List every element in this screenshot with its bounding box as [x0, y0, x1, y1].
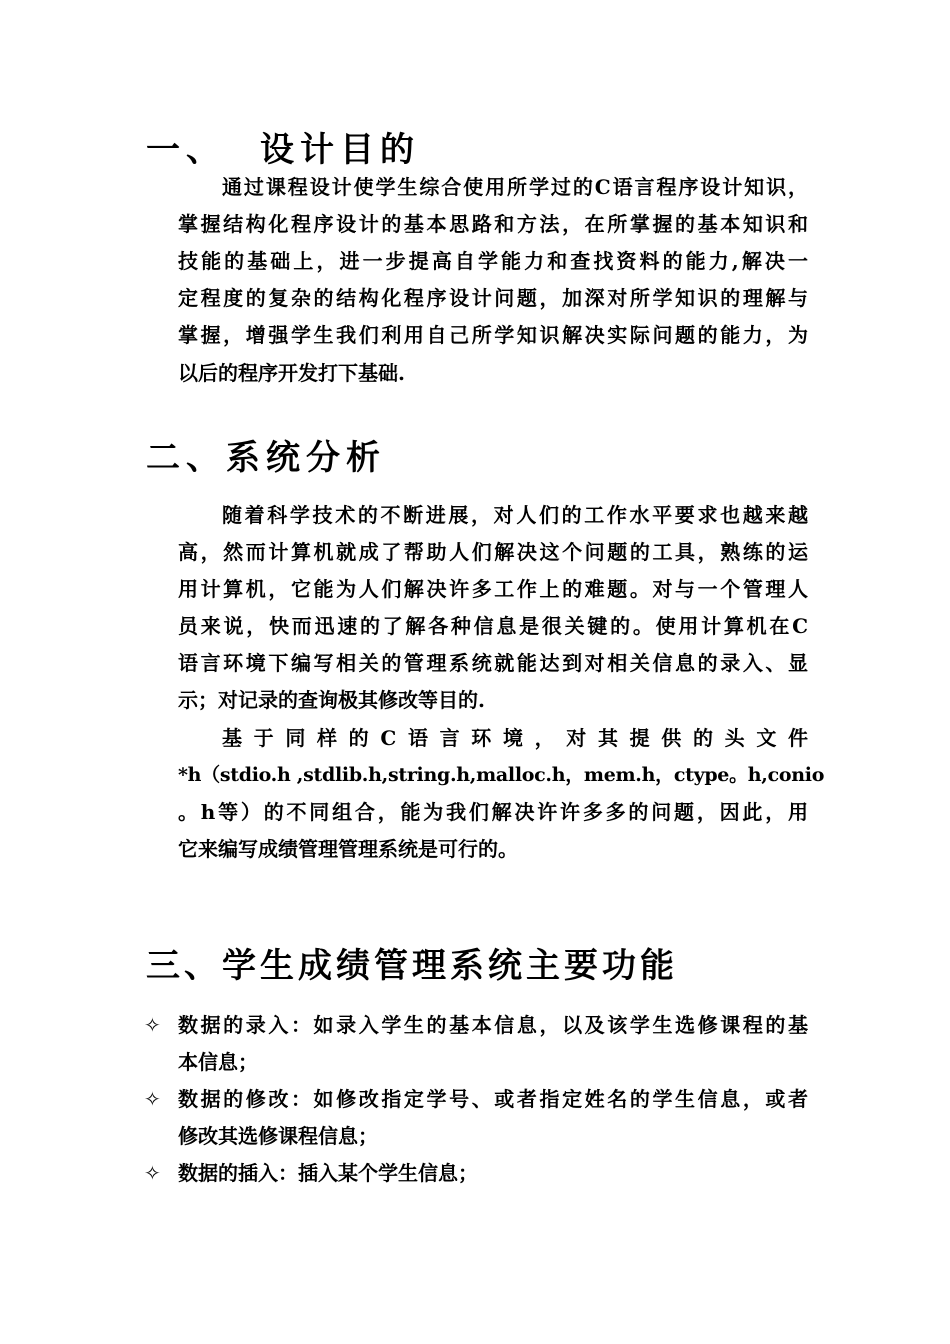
paragraph-line: 语言环境下编写相关的管理系统就能达到对相关信息的录入、显	[178, 651, 808, 675]
paragraph-line: 基于同样的C语言环境，对其提供的头文件	[222, 726, 808, 750]
section-heading-2	[146, 438, 386, 478]
list-item-line: 数据的插入：插入某个学生信息；	[178, 1161, 478, 1185]
heading-number: 二、	[146, 438, 226, 478]
section-heading-3: 三、学生成绩管理系统主要功能	[146, 946, 678, 986]
list-item-line: 本信息；	[178, 1050, 258, 1074]
paragraph-line: 。h等）的不同组合，能为我们解决许许多多的问题，因此，用	[178, 800, 808, 824]
paragraph-line: 员来说，快而迅速的了解各种信息是很关键的。使用计算机在C	[178, 614, 808, 638]
paragraph-line: 通过课程设计使学生综合使用所学过的C语言程序设计知识，	[222, 175, 808, 199]
bullet-icon: ✧	[144, 1013, 161, 1037]
bullet-icon: ✧	[144, 1087, 161, 1111]
section-heading-1	[146, 130, 420, 170]
bullet-icon: ✧	[144, 1161, 161, 1185]
list-item-line: 数据的录入：如录入学生的基本信息，以及该学生选修课程的基	[178, 1013, 808, 1037]
list-item-line: 数据的修改：如修改指定学号、或者指定姓名的学生信息，或者	[178, 1087, 808, 1111]
paragraph-line: 示；对记录的查询极其修改等目的.	[178, 688, 485, 712]
paragraph-line: 掌握，增强学生我们利用自己所学知识解决实际问题的能力，为	[178, 323, 808, 347]
paragraph-line: 随着科学技术的不断进展，对人们的工作水平要求也越来越	[222, 503, 808, 527]
paragraph-line: 技能的基础上，进一步提高自学能力和查找资料的能力,解决一	[178, 249, 808, 273]
paragraph-line: 高，然而计算机就成了帮助人们解决这个问题的工具，熟练的运	[178, 540, 808, 564]
paragraph-line: *h（stdio.h ,stdlib.h,string.h,malloc.h，mem.h，ctype。h,conio	[178, 764, 825, 786]
list-item-line: 修改其选修课程信息；	[178, 1124, 378, 1148]
paragraph-line: 以后的程序开发打下基础.	[178, 361, 405, 385]
paragraph-line: 掌握结构化程序设计的基本思路和方法，在所掌握的基本知识和	[178, 212, 808, 236]
heading-text: 设计目的	[260, 130, 420, 170]
heading-number: 一、	[146, 130, 226, 170]
paragraph-line: 它来编写成绩管理管理系统是可行的。	[178, 837, 518, 861]
paragraph-line: 定程度的复杂的结构化程序设计问题，加深对所学知识的理解与	[178, 286, 808, 310]
paragraph-line: 用计算机，它能为人们解决许多工作上的难题。对与一个管理人	[178, 577, 808, 601]
heading-text: 系统分析	[226, 438, 386, 478]
